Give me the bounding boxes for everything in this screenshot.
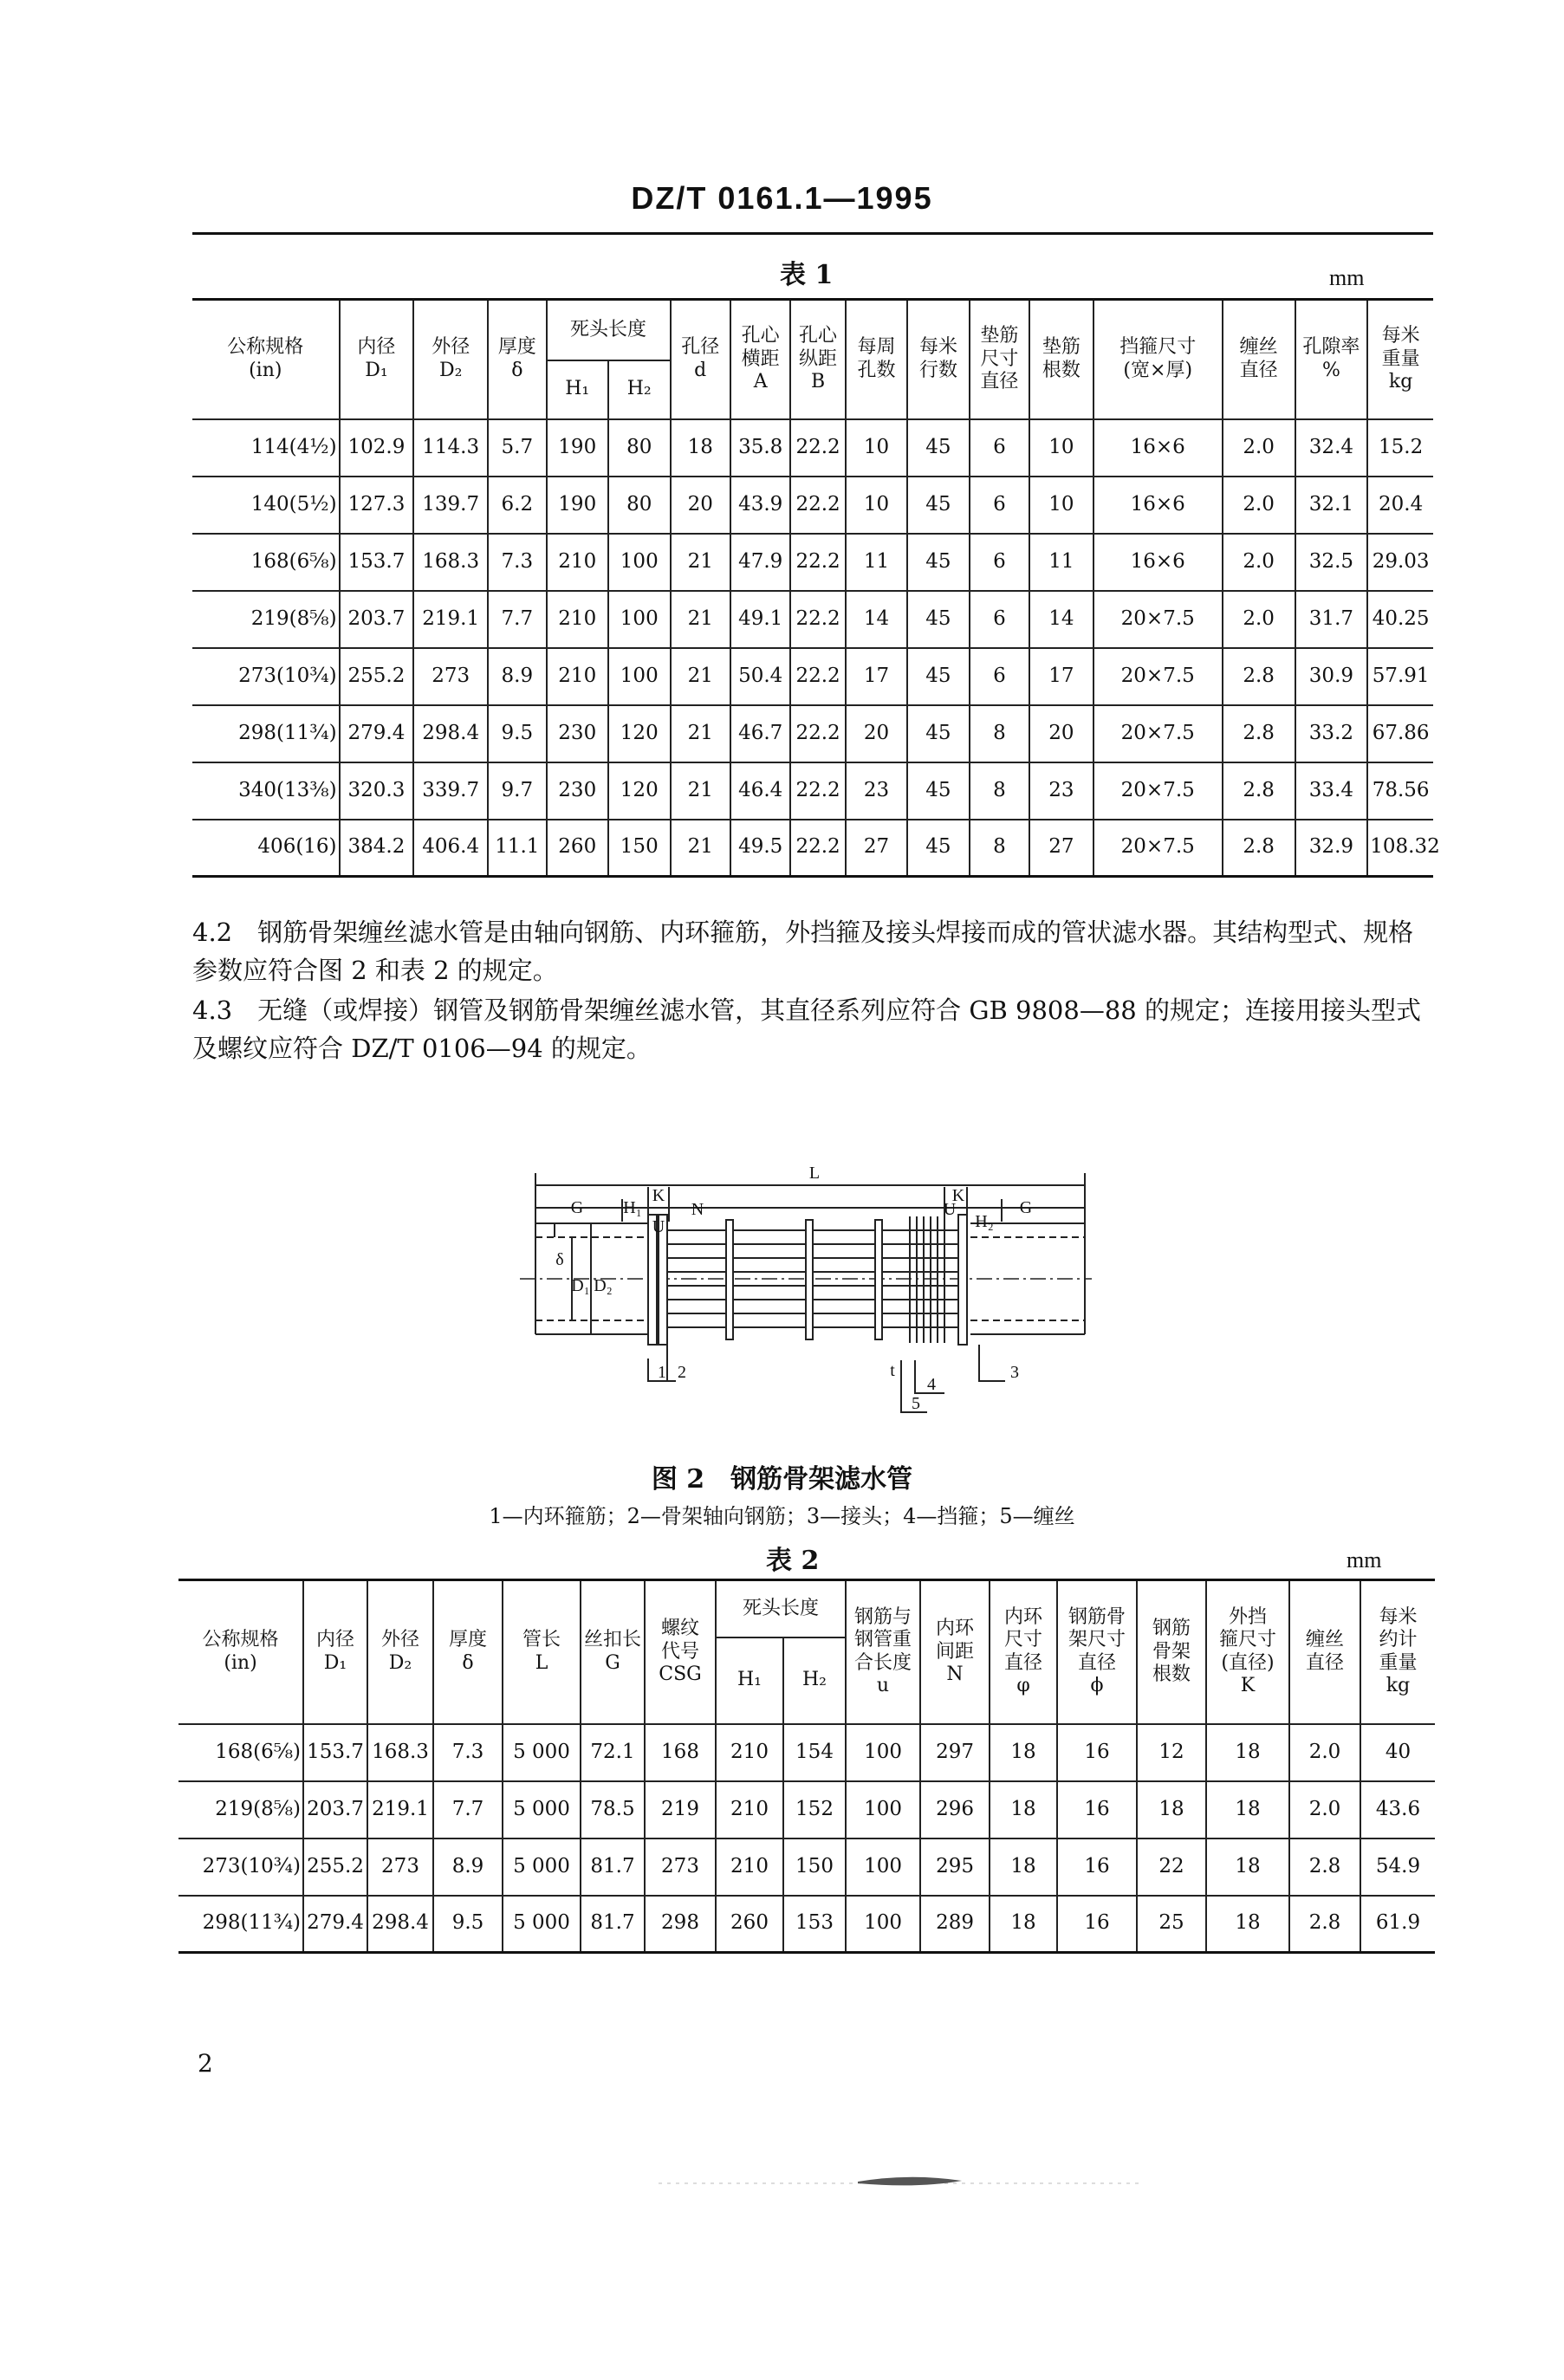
table-cell: 30.9 [1295, 648, 1368, 705]
table-row [192, 534, 1433, 591]
table-cell: 22.2 [790, 705, 845, 762]
table-cell: 20×7.5 [1094, 591, 1223, 648]
table-cell: 16×6 [1094, 534, 1223, 591]
t1-header-spec: 公称规格 (in) [192, 300, 340, 419]
table-cell: 210 [716, 1724, 783, 1781]
figure-2-legend: 1—内环箍筋；2—骨架轴向钢筋；3—接头；4—挡箍；5—缠丝 [489, 1504, 1075, 1528]
table-cell: 297 [920, 1724, 990, 1781]
table-cell: 21 [671, 762, 730, 820]
table-cell: 22.2 [790, 419, 845, 477]
table-cell: 102.9 [340, 419, 414, 477]
table-cell: 230 [547, 762, 608, 820]
table-cell: 100 [608, 591, 671, 648]
table-cell: 6 [970, 648, 1029, 705]
t1-header-permeter: 每米 行数 [907, 300, 969, 419]
fig-label-N: N [691, 1200, 704, 1219]
table-cell: 8.9 [433, 1839, 503, 1896]
table-cell: 27 [1029, 820, 1094, 877]
table-cell: 16 [1057, 1839, 1137, 1896]
fig-label-t: t [890, 1361, 895, 1380]
fig-label-U-left: U [652, 1217, 665, 1236]
table-cell: 150 [608, 820, 671, 877]
table-cell: 296 [920, 1781, 990, 1839]
table-cell: 279.4 [303, 1896, 367, 1953]
table-cell: 2.0 [1289, 1724, 1360, 1781]
t1-header-holeA: 孔心 横距 A [730, 300, 790, 419]
table-cell: 21 [671, 705, 730, 762]
table-cell: 12 [1137, 1724, 1206, 1781]
table-cell: 100 [846, 1839, 920, 1896]
table-cell: 154 [783, 1724, 846, 1781]
table-cell: 10 [846, 419, 907, 477]
table-cell: 153.7 [303, 1724, 367, 1781]
table-cell: 153.7 [340, 534, 414, 591]
table-cell: 22.2 [790, 762, 845, 820]
t2-header-inner: 内径 D₁ [303, 1580, 367, 1724]
paragraph-4-3: 4.3 无缝（或焊接）钢管及钢筋骨架缠丝滤水管，其直径系列应符合 GB 9808—88 的规定；连接用接头型式及螺纹应符合 DZ/T 0106—94 的规定。 [192, 995, 1421, 1063]
table-cell: 273 [367, 1839, 433, 1896]
table-cell: 6 [970, 477, 1029, 534]
table-row [192, 762, 1433, 820]
table-cell: 46.4 [730, 762, 790, 820]
table-row [192, 705, 1433, 762]
table-cell: 210 [547, 591, 608, 648]
table-cell: 255.2 [340, 648, 414, 705]
table-cell: 11 [1029, 534, 1094, 591]
table-row [192, 648, 1433, 705]
table-cell: 9.5 [433, 1896, 503, 1953]
table-cell: 7.3 [433, 1724, 503, 1781]
table-cell: 7.7 [433, 1781, 503, 1839]
table-cell: 22.2 [790, 820, 845, 877]
page-number: 2 [198, 2049, 213, 2078]
table-cell: 384.2 [340, 820, 414, 877]
table-cell: 45 [907, 534, 969, 591]
table-cell: 10 [1029, 477, 1094, 534]
table-cell: 45 [907, 591, 969, 648]
table-cell: 21 [671, 534, 730, 591]
table-cell: 20×7.5 [1094, 762, 1223, 820]
t2-header-csg: 螺纹 代号 CSG [645, 1580, 716, 1724]
t2-header-dead: 死头长度 [716, 1580, 846, 1637]
table-cell: 61.9 [1360, 1896, 1435, 1953]
table-cell: 18 [671, 419, 730, 477]
table-cell: 16 [1057, 1781, 1137, 1839]
table-cell: 17 [1029, 648, 1094, 705]
table-cell: 18 [1206, 1839, 1289, 1896]
t2-header-hoop: 外挡 箍尺寸 (直径) K [1206, 1580, 1289, 1724]
t2-header-outer: 外径 D₂ [367, 1580, 433, 1724]
table-cell: 406(16) [192, 820, 340, 877]
t1-header-h2: H₂ [608, 360, 671, 419]
t2-header-barsize: 钢筋骨 架尺寸 直径 ϕ [1057, 1580, 1137, 1724]
table-cell: 210 [547, 534, 608, 591]
table-cell: 140(5½) [192, 477, 340, 534]
table-cell: 168 [645, 1724, 716, 1781]
table-cell: 203.7 [340, 591, 414, 648]
table-cell: 7.3 [488, 534, 546, 591]
table-cell: 298(11¾) [178, 1896, 303, 1953]
table1-caption: 表 1 [780, 260, 834, 290]
table-cell: 23 [846, 762, 907, 820]
table-cell: 5 000 [503, 1781, 581, 1839]
table-cell: 153 [783, 1896, 846, 1953]
fig-label-G-right: G [1019, 1198, 1033, 1217]
table-row [178, 1896, 1435, 1953]
table-cell: 6 [970, 534, 1029, 591]
table-cell: 210 [716, 1781, 783, 1839]
fig-label-delta: δ [555, 1250, 564, 1269]
table-cell: 18 [1137, 1781, 1206, 1839]
table-cell: 10 [1029, 419, 1094, 477]
t2-header-barcount: 钢筋 骨架 根数 [1137, 1580, 1206, 1724]
table-cell: 22.2 [790, 591, 845, 648]
table-cell: 20.4 [1367, 477, 1433, 534]
table-cell: 168(6⅝) [192, 534, 340, 591]
table-cell: 9.5 [488, 705, 546, 762]
table-cell: 16×6 [1094, 419, 1223, 477]
table-cell: 20 [1029, 705, 1094, 762]
fig-label-D1: D₁ [571, 1276, 590, 1295]
table-cell: 18 [1206, 1781, 1289, 1839]
table-cell: 273(10¾) [178, 1839, 303, 1896]
table-cell: 168.3 [413, 534, 488, 591]
table-cell: 219(8⅝) [178, 1781, 303, 1839]
fig-label-K-left: K [652, 1186, 665, 1205]
table-cell: 260 [547, 820, 608, 877]
table-cell: 15.2 [1367, 419, 1433, 477]
table-cell: 16 [1057, 1896, 1137, 1953]
table-cell: 219.1 [413, 591, 488, 648]
table-row [178, 1839, 1435, 1896]
paragraph-4-2: 4.2 钢筋骨架缠丝滤水管是由轴向钢筋、内环箍筋，外挡箍及接头焊接而成的管状滤水器。其结构型式、规格参数应符合图 2 和表 2 的规定。 [192, 918, 1414, 985]
table2 [178, 1579, 1435, 1954]
table-cell: 255.2 [303, 1839, 367, 1896]
t1-header-padsize: 垫筋 尺寸 直径 [970, 300, 1029, 419]
table-cell: 72.1 [581, 1724, 645, 1781]
table-cell: 289 [920, 1896, 990, 1953]
fig-label-4: 4 [927, 1375, 936, 1394]
table-cell: 2.8 [1289, 1896, 1360, 1953]
table-cell: 5 000 [503, 1839, 581, 1896]
table-cell: 2.8 [1223, 820, 1295, 877]
table-cell: 2.0 [1223, 419, 1295, 477]
t2-header-ringgap: 内环 间距 N [920, 1580, 990, 1724]
table-cell: 2.8 [1223, 705, 1295, 762]
t1-header-holeB: 孔心 纵距 B [790, 300, 845, 419]
t1-header-weight: 每米 重量 kg [1367, 300, 1433, 419]
table-cell: 5.7 [488, 419, 546, 477]
t1-header-porosity: 孔隙率 % [1295, 300, 1368, 419]
table-cell: 339.7 [413, 762, 488, 820]
table-cell: 298 [645, 1896, 716, 1953]
table-cell: 20×7.5 [1094, 648, 1223, 705]
table-row [178, 1724, 1435, 1781]
t1-header-thick: 厚度 δ [488, 300, 546, 419]
table-cell: 22.2 [790, 534, 845, 591]
table-cell: 2.8 [1289, 1839, 1360, 1896]
fig-label-3: 3 [1010, 1363, 1019, 1382]
table-cell: 340(13⅜) [192, 762, 340, 820]
table-cell: 81.7 [581, 1896, 645, 1953]
table-cell: 219(8⅝) [192, 591, 340, 648]
table-cell: 139.7 [413, 477, 488, 534]
table-cell: 298.4 [413, 705, 488, 762]
table-cell: 33.4 [1295, 762, 1368, 820]
table-cell: 100 [846, 1724, 920, 1781]
fig-label-L: L [808, 1164, 821, 1183]
table-cell: 6.2 [488, 477, 546, 534]
table-cell: 32.9 [1295, 820, 1368, 877]
header-rule [192, 232, 1433, 235]
table-cell: 18 [990, 1896, 1057, 1953]
fig-label-G-left: G [570, 1198, 584, 1217]
table-cell: 100 [846, 1896, 920, 1953]
table-cell: 5 000 [503, 1724, 581, 1781]
table-cell: 127.3 [340, 477, 414, 534]
table-cell: 40 [1360, 1724, 1435, 1781]
table-cell: 18 [990, 1781, 1057, 1839]
t2-header-h2: H₂ [783, 1637, 846, 1724]
table-cell: 29.03 [1367, 534, 1433, 591]
table-cell: 320.3 [340, 762, 414, 820]
table-cell: 5 000 [503, 1896, 581, 1953]
table2-unit: mm [1347, 1547, 1382, 1573]
fig-label-D2: D₂ [594, 1276, 613, 1295]
fig-label-1: 1 [658, 1363, 666, 1382]
table-cell: 43.6 [1360, 1781, 1435, 1839]
t1-header-dead: 死头长度 [547, 300, 671, 360]
table-cell: 32.4 [1295, 419, 1368, 477]
table-cell: 219 [645, 1781, 716, 1839]
table-cell: 2.0 [1223, 534, 1295, 591]
table-cell: 23 [1029, 762, 1094, 820]
t1-header-perring: 每周 孔数 [846, 300, 907, 419]
t2-header-len: 管长 L [503, 1580, 581, 1724]
table-cell: 8 [970, 762, 1029, 820]
table-cell: 120 [608, 762, 671, 820]
t1-header-padcount: 垫筋 根数 [1029, 300, 1094, 419]
t1-header-h1: H₁ [547, 360, 608, 419]
t1-header-wire: 缠丝 直径 [1223, 300, 1295, 419]
table-cell: 6 [970, 591, 1029, 648]
table-cell: 80 [608, 419, 671, 477]
table-cell: 16×6 [1094, 477, 1223, 534]
table-cell: 8.9 [488, 648, 546, 705]
t2-header-h1: H₁ [716, 1637, 783, 1724]
table-cell: 20×7.5 [1094, 820, 1223, 877]
table-cell: 31.7 [1295, 591, 1368, 648]
table-cell: 78.5 [581, 1781, 645, 1839]
table-cell: 2.0 [1223, 591, 1295, 648]
fig-label-2: 2 [678, 1363, 686, 1382]
table-cell: 47.9 [730, 534, 790, 591]
table-cell: 22.2 [790, 477, 845, 534]
table-cell: 45 [907, 762, 969, 820]
table-cell: 45 [907, 820, 969, 877]
table-cell: 18 [1206, 1724, 1289, 1781]
table-cell: 45 [907, 648, 969, 705]
table-cell: 32.5 [1295, 534, 1368, 591]
table-cell: 18 [990, 1724, 1057, 1781]
table-cell: 21 [671, 648, 730, 705]
table-cell: 406.4 [413, 820, 488, 877]
table-cell: 108.32 [1367, 820, 1433, 877]
table-cell: 45 [907, 705, 969, 762]
t2-header-weight: 每米 约计 重量 kg [1360, 1580, 1435, 1724]
table-cell: 17 [846, 648, 907, 705]
table-cell: 152 [783, 1781, 846, 1839]
table-cell: 100 [846, 1781, 920, 1839]
table-cell: 210 [716, 1839, 783, 1896]
t2-header-thread: 丝扣长 G [581, 1580, 645, 1724]
t2-header-thick: 厚度 δ [433, 1580, 503, 1724]
t2-header-spec: 公称规格 (in) [178, 1580, 303, 1724]
table-cell: 78.56 [1367, 762, 1433, 820]
table-cell: 100 [608, 648, 671, 705]
table-cell: 22 [1137, 1839, 1206, 1896]
t2-header-wire: 缠丝 直径 [1289, 1580, 1360, 1724]
table-cell: 168(6⅝) [178, 1724, 303, 1781]
table-cell: 57.91 [1367, 648, 1433, 705]
table-cell: 50.4 [730, 648, 790, 705]
table-cell: 6 [970, 419, 1029, 477]
table-cell: 9.7 [488, 762, 546, 820]
table-cell: 14 [1029, 591, 1094, 648]
table-cell: 46.7 [730, 705, 790, 762]
table-cell: 16 [1057, 1724, 1137, 1781]
t1-header-hoop: 挡箍尺寸 (宽×厚) [1094, 300, 1223, 419]
table-cell: 2.8 [1223, 648, 1295, 705]
table-cell: 273 [645, 1839, 716, 1896]
table-cell: 21 [671, 820, 730, 877]
table-cell: 81.7 [581, 1839, 645, 1896]
table-cell: 22.2 [790, 648, 845, 705]
table-cell: 230 [547, 705, 608, 762]
t1-header-inner: 内径 D₁ [340, 300, 414, 419]
table-cell: 114.3 [413, 419, 488, 477]
table-cell: 67.86 [1367, 705, 1433, 762]
table-cell: 2.0 [1289, 1781, 1360, 1839]
table-cell: 7.7 [488, 591, 546, 648]
table-row [192, 477, 1433, 534]
table-cell: 10 [846, 477, 907, 534]
table-cell: 11 [846, 534, 907, 591]
table-row [178, 1781, 1435, 1839]
table-cell: 18 [1206, 1896, 1289, 1953]
fig-label-U-right: U [943, 1200, 957, 1219]
figure-2-title: 图 2 钢筋骨架滤水管 [651, 1464, 913, 1495]
table-cell: 190 [547, 477, 608, 534]
table-cell: 100 [608, 534, 671, 591]
scan-artifact-smudge [659, 2168, 1144, 2197]
table-cell: 25 [1137, 1896, 1206, 1953]
table-row [192, 419, 1433, 477]
table-cell: 120 [608, 705, 671, 762]
table-cell: 273 [413, 648, 488, 705]
figure-2-diagram [520, 1161, 1092, 1438]
table-cell: 114(4½) [192, 419, 340, 477]
table-cell: 219.1 [367, 1781, 433, 1839]
t1-header-hole: 孔径 d [671, 300, 730, 419]
t2-header-ringsize: 内环 尺寸 直径 φ [990, 1580, 1057, 1724]
table-cell: 14 [846, 591, 907, 648]
table-cell: 45 [907, 419, 969, 477]
table-cell: 2.0 [1223, 477, 1295, 534]
table-row [192, 591, 1433, 648]
table-cell: 8 [970, 820, 1029, 877]
table-cell: 49.5 [730, 820, 790, 877]
table-cell: 203.7 [303, 1781, 367, 1839]
table-cell: 35.8 [730, 419, 790, 477]
table-cell: 32.1 [1295, 477, 1368, 534]
table-cell: 273(10¾) [192, 648, 340, 705]
table-cell: 18 [990, 1839, 1057, 1896]
table1 [192, 298, 1440, 878]
table-cell: 2.8 [1223, 762, 1295, 820]
table-cell: 279.4 [340, 705, 414, 762]
table-cell: 20 [846, 705, 907, 762]
table-cell: 54.9 [1360, 1839, 1435, 1896]
table-cell: 33.2 [1295, 705, 1368, 762]
fig-label-H2: H₂ [975, 1212, 994, 1231]
table-cell: 168.3 [367, 1724, 433, 1781]
table-cell: 21 [671, 591, 730, 648]
table-cell: 210 [547, 648, 608, 705]
table-cell: 40.25 [1367, 591, 1433, 648]
standard-code-header: DZ/T 0161.1—1995 [631, 180, 933, 216]
table2-caption: 表 2 [766, 1546, 820, 1576]
fig-label-H1: H₁ [623, 1198, 642, 1217]
table-cell: 45 [907, 477, 969, 534]
fig-label-5: 5 [912, 1394, 920, 1413]
table-cell: 49.1 [730, 591, 790, 648]
t1-header-outer: 外径 D₂ [413, 300, 488, 419]
t2-header-overlap: 钢筋与 钢管重 合长度 u [846, 1580, 920, 1724]
table-row [192, 820, 1433, 877]
table-cell: 298.4 [367, 1896, 433, 1953]
table-cell: 27 [846, 820, 907, 877]
table-cell: 150 [783, 1839, 846, 1896]
table-cell: 20×7.5 [1094, 705, 1223, 762]
table-cell: 80 [608, 477, 671, 534]
table1-unit: mm [1329, 265, 1365, 290]
table-cell: 295 [920, 1839, 990, 1896]
table-cell: 43.9 [730, 477, 790, 534]
table-cell: 260 [716, 1896, 783, 1953]
table-cell: 190 [547, 419, 608, 477]
table-cell: 8 [970, 705, 1029, 762]
table-cell: 298(11¾) [192, 705, 340, 762]
fig-label-K-right: K [951, 1186, 965, 1205]
table-cell: 11.1 [488, 820, 546, 877]
table-cell: 20 [671, 477, 730, 534]
